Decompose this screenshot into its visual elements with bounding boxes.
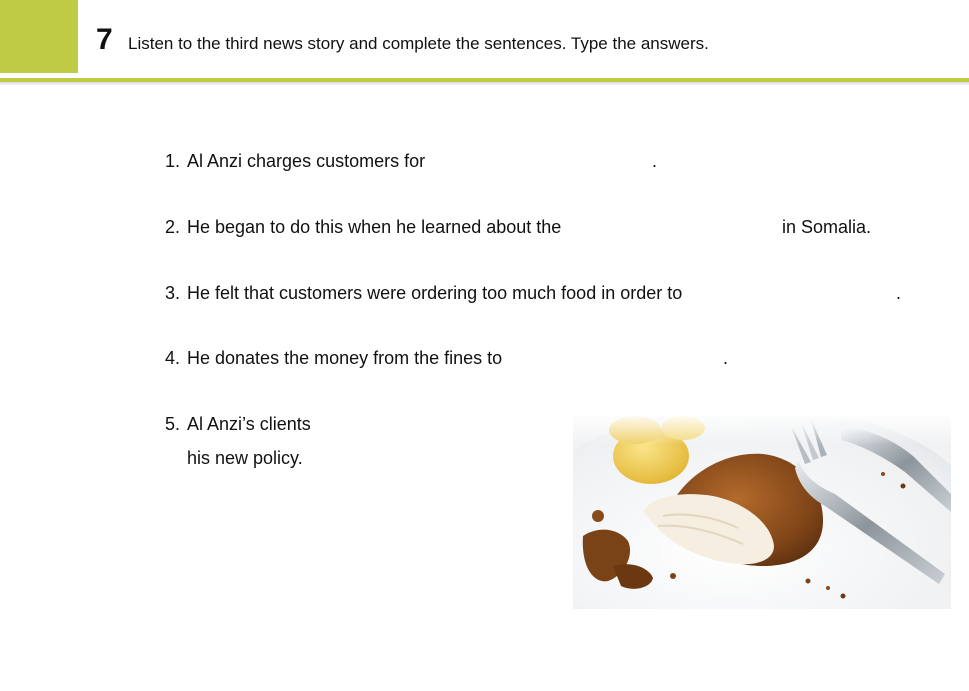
question-text-after: his new policy. bbox=[187, 448, 303, 468]
question-punctuation: . bbox=[896, 283, 902, 303]
header-divider-shadow bbox=[0, 82, 969, 86]
question-number: 3. bbox=[165, 283, 181, 303]
accent-block bbox=[0, 0, 78, 73]
answer-input-1[interactable] bbox=[412, 148, 648, 172]
answer-input-4[interactable] bbox=[487, 345, 723, 369]
question-text: He donates the money from the fines to bbox=[187, 348, 503, 368]
exercise-header bbox=[0, 0, 969, 84]
question-text: Al Anzi charges customers for bbox=[187, 151, 426, 171]
question-text-after: in Somalia. bbox=[782, 217, 872, 237]
answer-input-5[interactable] bbox=[311, 411, 547, 435]
question-number: 2. bbox=[165, 217, 181, 237]
question-text: He felt that customers were ordering too much food in order to bbox=[187, 283, 683, 303]
exercise-number: 7 bbox=[96, 23, 113, 56]
question-text: He began to do this when he learned about the bbox=[187, 217, 562, 237]
exercise-instruction: Listen to the third news story and complete the sentences. Type the answers. bbox=[128, 34, 709, 53]
answer-input-3[interactable] bbox=[658, 280, 894, 304]
question-number: 1. bbox=[165, 151, 181, 171]
plate-with-chicken-photo bbox=[573, 416, 951, 609]
question-punctuation: . bbox=[652, 151, 658, 171]
answer-input-2[interactable] bbox=[539, 214, 779, 238]
question-punctuation: . bbox=[723, 348, 729, 368]
question-text: Al Anzi’s clients bbox=[187, 414, 311, 434]
question-number: 4. bbox=[165, 348, 181, 368]
question-number: 5. bbox=[165, 414, 181, 434]
